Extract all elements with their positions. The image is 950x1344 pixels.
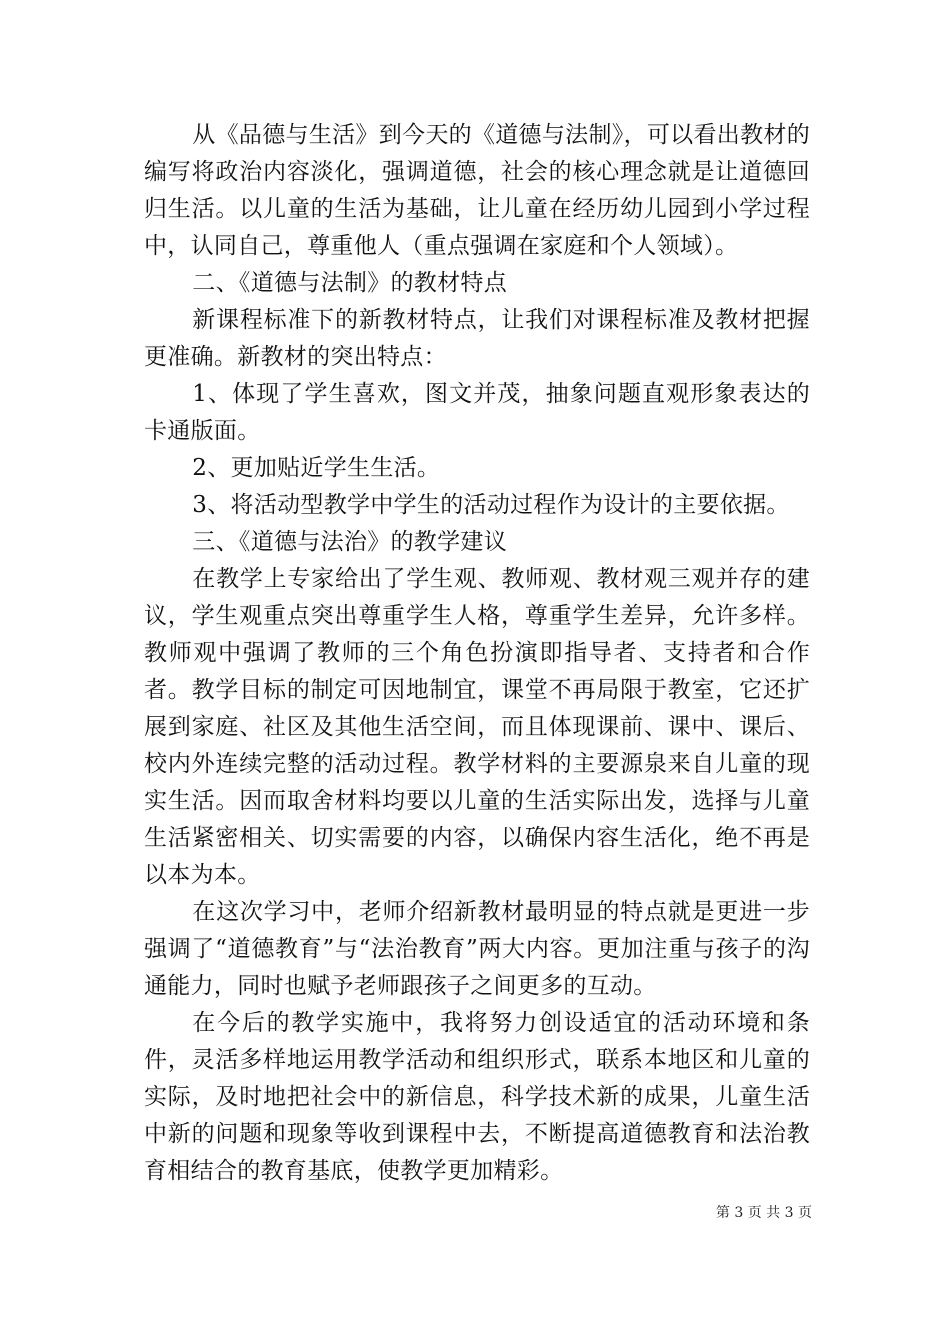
section-heading-2: 二、《道德与法制》的教材特点	[192, 270, 507, 296]
list-item-feature-3: 3、将活动型教学中学生的活动过程作为设计的主要依据。	[192, 492, 790, 518]
section-heading-3: 三、《道德与法治》的教学建议	[192, 529, 507, 555]
paragraph-intro: 从《品德与生活》到今天的《道德与法制》，可以看出教材的编写将政治内容淡化，强调道德，社会的核心理念就是让道德回归生活。以儿童的生活为基础，让儿童在经历幼儿园到小学过程中，认同自己，尊重他人（重点强调在家庭和个人领域）。	[144, 122, 810, 259]
paragraph-features-intro: 新课程标准下的新教材特点，让我们对课程标准及教材把握更准确。新教材的突出特点：	[144, 307, 810, 370]
list-item-feature-2: 2、更加贴近学生生活。	[192, 455, 441, 481]
page-number: 第 3 页 共 3 页	[715, 1205, 812, 1221]
paragraph-teaching-advice: 在教学上专家给出了学生观、教师观、教材观三观并存的建议，学生观重点突出尊重学生人格，尊重学生差异，允许多样。教师观中强调了教师的三个角色扮演即指导者、支持者和合作者。教学目标的制定可因地制宜，课堂不再局限于教室，它还扩展到家庭、社区及其他生活空间，而且体现课前、课中、课后、校内外连续完整的活动过程。教学材料的主要源泉来自儿童的现实生活。因而取舍材料均要以儿童的生活实际出发，选择与儿童生活紧密相关、切实需要的内容，以确保内容生活化，绝不再是以本为本。	[144, 566, 810, 888]
paragraph-future-plan: 在今后的教学实施中，我将努力创设适宜的活动环境和条件，灵活多样地运用教学活动和组织形式，联系本地区和儿童的实际，及时地把社会中的新信息，科学技术新的成果，儿童生活中新的问题和现象等收到课程中去，不断提高道德教育和法治教育相结合的教育基底，使教学更加精彩。	[144, 1010, 810, 1184]
document-body	[144, 117, 810, 1190]
paragraph-learning-summary: 在这次学习中，老师介绍新教材最明显的特点就是更进一步强调了“道德教育”与“法治教育”两大内容。更加注重与孩子的沟通能力，同时也赋予老师跟孩子之间更多的互动。	[144, 899, 810, 999]
list-item-feature-1: 1、体现了学生喜欢，图文并茂，抽象问题直观形象表达的卡通版面。	[144, 381, 810, 444]
